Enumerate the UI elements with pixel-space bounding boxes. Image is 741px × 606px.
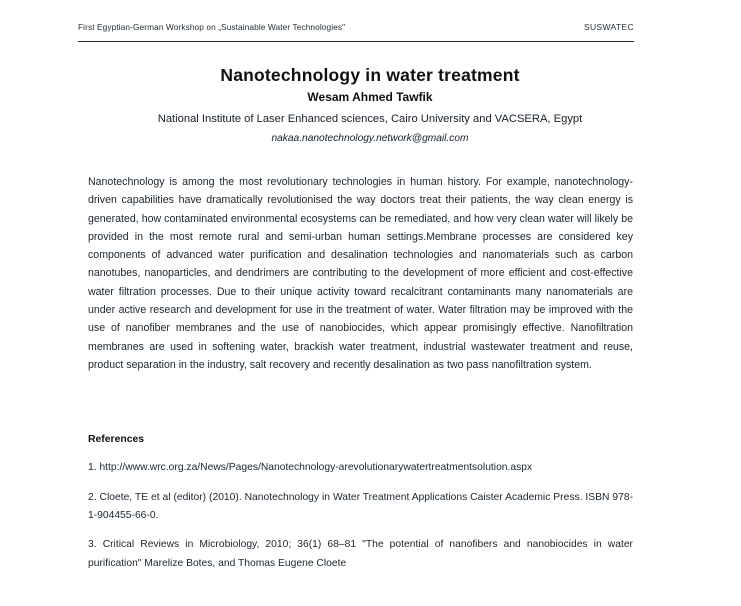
author-name: Wesam Ahmed Tawfik: [307, 90, 433, 105]
reference-item-3: 3. Critical Reviews in Microbiology, 2010; 36(1) 68–81 "The potential of nanofibers and nanobiocides in water purification" Marelize Botes, and Thomas Eugene Cloete: [88, 539, 633, 569]
page-title: Nanotechnology in water treatment: [220, 65, 520, 85]
abstract-paragraph: Nanotechnology is among the most revolutionary technologies in human history. For example, nanotechnology-driven capabilities have dramatically revolutionised the way doctors treat their patients, the way clean energy is generated, how contaminated environmental ecosystems can be remediated, and how very clean water will likely be provided in the most remote rural and semi-urban human settings.Membrane processes are considered key components of advanced water purification and desalination technologies and nanomaterials such as carbon nanotubes, nanoparticles, and dendrimers are contributing to the development of more efficient and cost-effective water filtration processes. Due to their unique activity toward recalcitrant contaminants many nanomaterials are under active research and development for use in the treatment of water. Water filtration may be improved with the use of nanofiber membranes and the use of nanobiocides, which appear promisingly effective. Nanofiltration membranes are used in softening water, brackish water treatment, industrial wastewater treatment and reuse, product separation in the industry, salt recovery and recently desalination as two pass nanofiltration system.: [88, 176, 633, 371]
running-header: [78, 22, 634, 42]
running-header-workshop-title: First Egyptian-German Workshop on „Sustainable Water Technologies": [78, 22, 346, 32]
reference-item-2: 2. Cloete, TE et al (editor) (2010). Nanotechnology in Water Treatment Applications Caister Academic Press. ISBN 978-1-904455-66-0.: [88, 491, 633, 522]
author-email: nakaa.nanotechnology.network@gmail.com: [271, 132, 469, 144]
references-section: [88, 434, 633, 584]
reference-item-1: 1. http://www.wrc.org.za/News/Pages/Nanotechnology-arevolutionarywatertreatmentsolution.aspx: [88, 462, 533, 474]
author-affiliation: National Institute of Laser Enhanced sciences, Cairo University and VACSERA, Egypt: [157, 113, 583, 126]
title-block: [70, 66, 670, 145]
references-heading: References: [88, 434, 145, 445]
running-header-event-acronym: SUSWATEC: [583, 22, 634, 32]
